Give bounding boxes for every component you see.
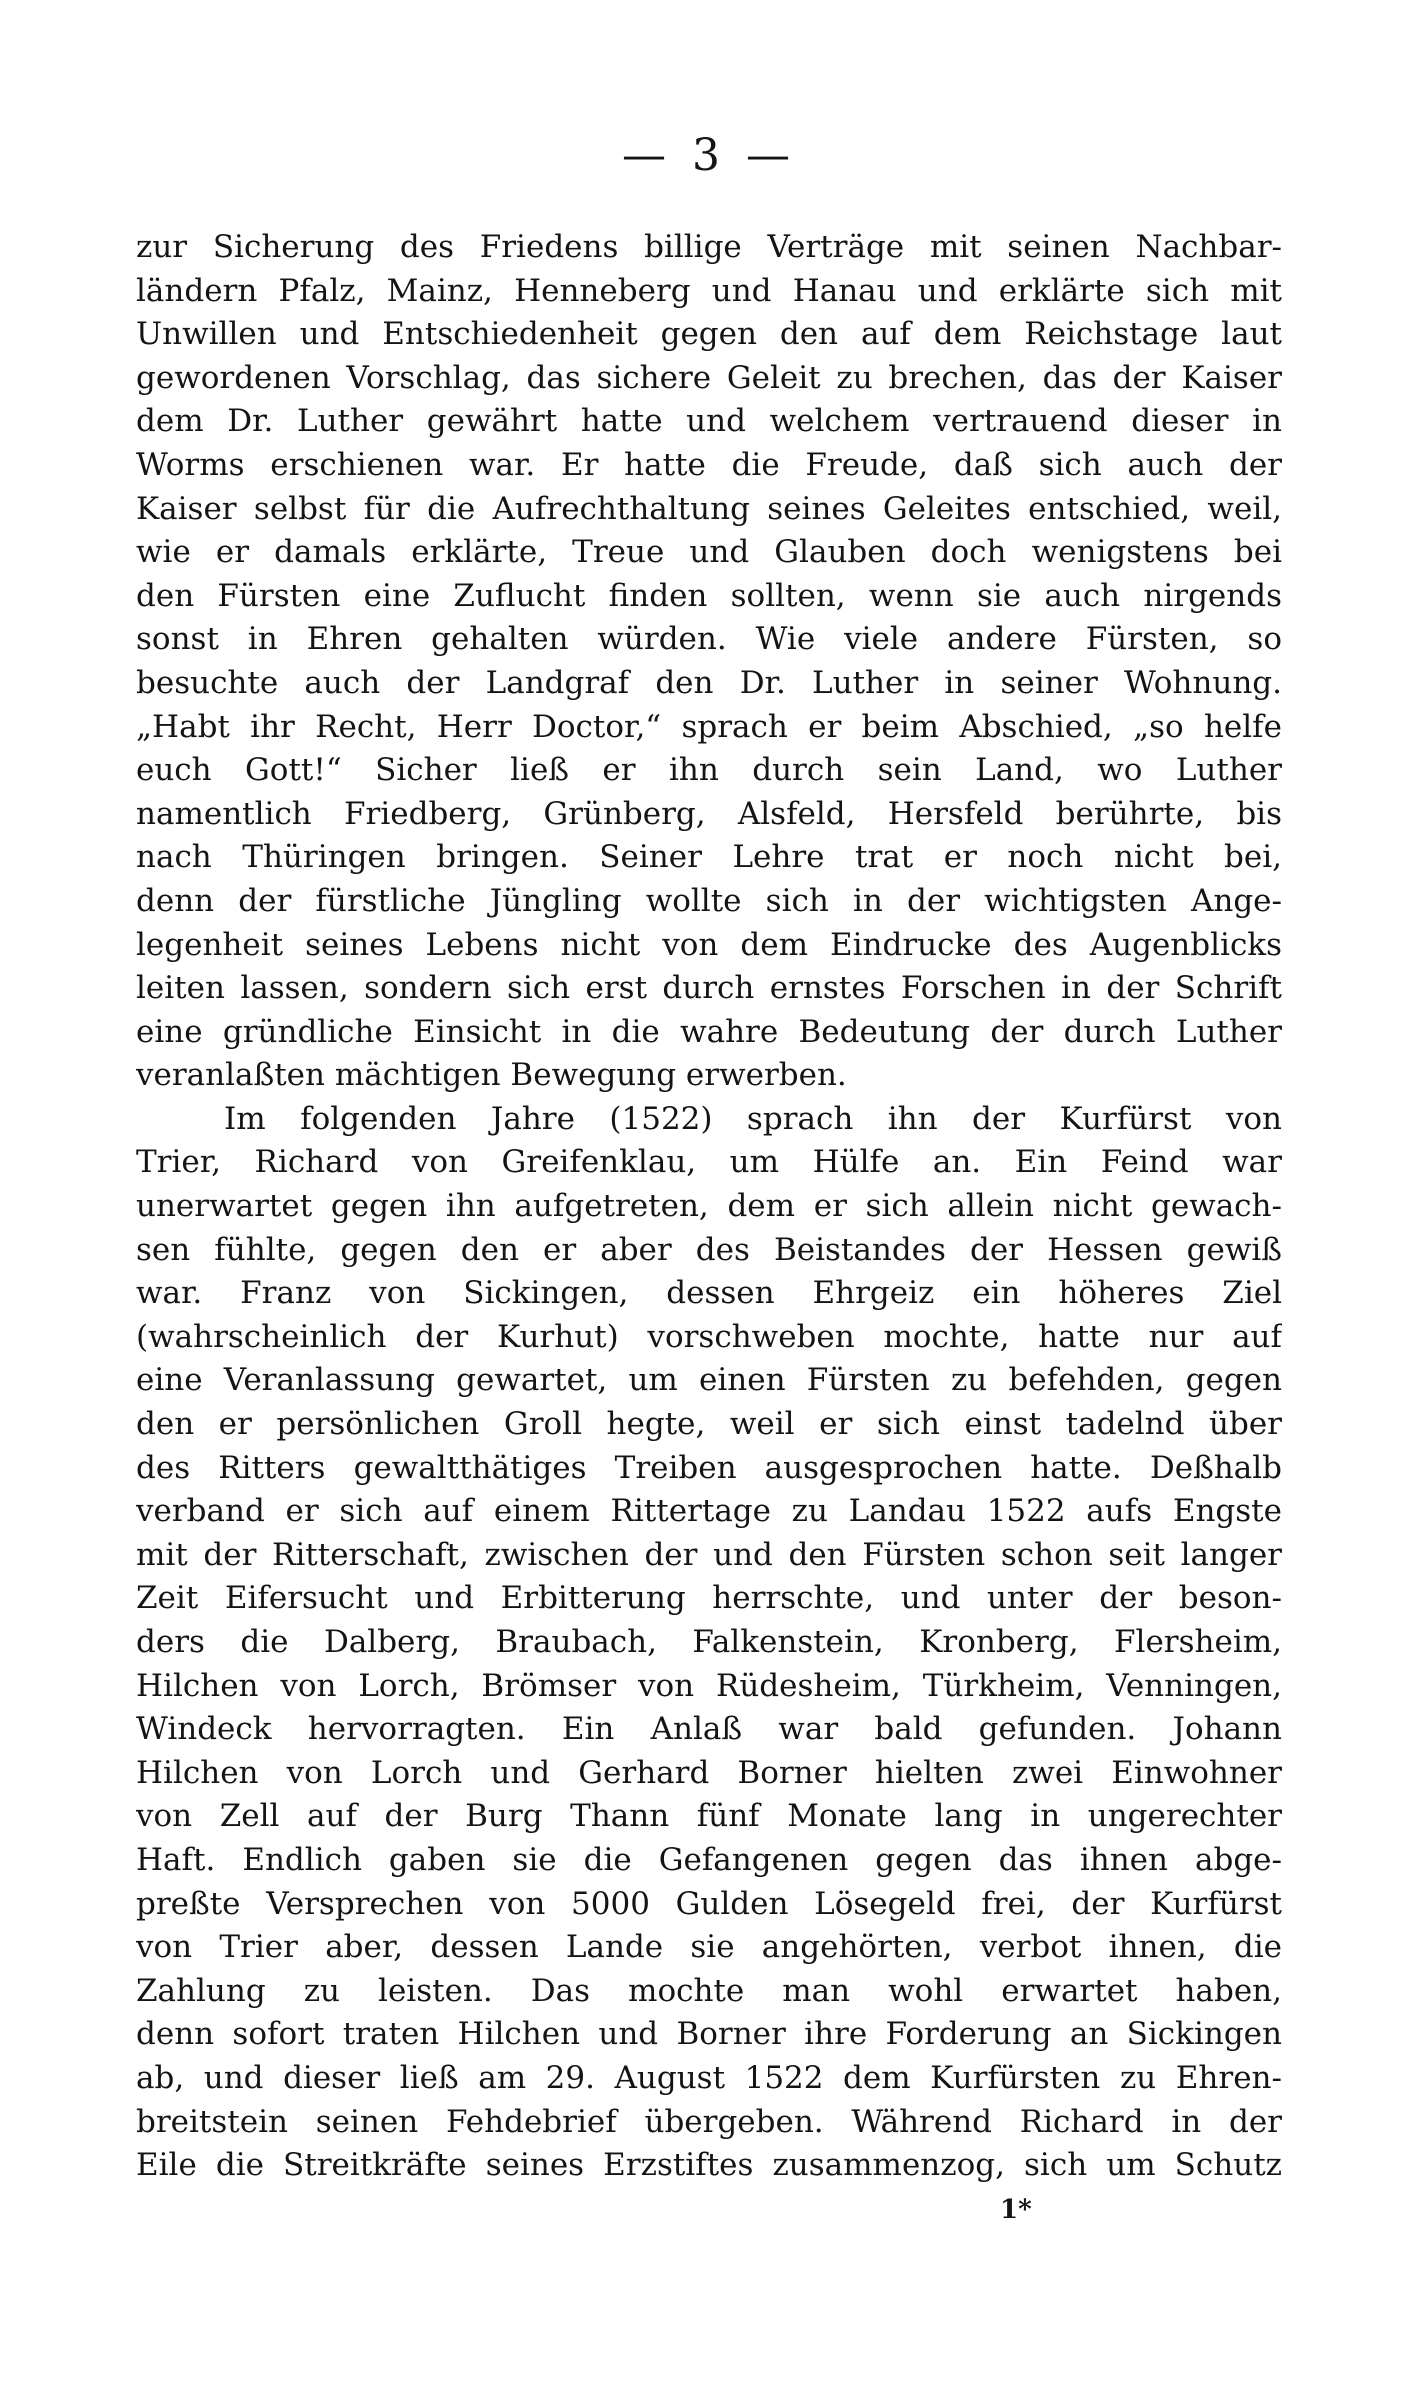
text-line: zur Sicherung des Friedens billige Verträge mit seinen Nachbar- bbox=[136, 229, 1282, 265]
paragraph-1 bbox=[136, 226, 1282, 1098]
text-line: Im folgenden Jahre (1522) sprach ihn der Kurfürst von bbox=[224, 1100, 1282, 1137]
text-line: ab, und dieser ließ am 29. August 1522 dem Kurfürsten zu Ehren- bbox=[136, 2059, 1282, 2096]
text-line: den er persönlichen Groll hegte, weil er sich einst tadelnd über bbox=[136, 1406, 1282, 1443]
text-line: war. Franz von Sickingen, dessen Ehrgeiz ein höheres Ziel bbox=[136, 1275, 1282, 1312]
paragraph-2 bbox=[136, 1098, 1282, 2188]
text-line: leiten lassen, sondern sich erst durch ernstes Forschen in der Schrift bbox=[136, 970, 1282, 1007]
text-line: Haft. Endlich gaben sie die Gefangenen gegen das ihnen abge- bbox=[136, 1841, 1282, 1878]
text-line: veranlaßten mächtigen Bewegung erwerben. bbox=[136, 1057, 847, 1094]
text-line: sonst in Ehren gehalten würden. Wie viele andere Fürsten, so bbox=[136, 621, 1282, 658]
text-line: Hilchen von Lorch und Gerhard Borner hielten zwei Einwohner bbox=[136, 1754, 1282, 1791]
text-line: Eile die Streitkräfte seines Erzstiftes zusammenzog, sich um Schutz bbox=[136, 2147, 1282, 2184]
text-line: Unwillen und Entschiedenheit gegen den auf dem Reichstage laut bbox=[136, 316, 1282, 353]
page-number: — 3 — bbox=[622, 130, 796, 181]
text-line: Hilchen von Lorch, Brömser von Rüdesheim, Türkheim, Venningen, bbox=[136, 1667, 1282, 1704]
text-line: Windeck hervorragten. Ein Anlaß war bald gefunden. Johann bbox=[136, 1711, 1282, 1748]
text-line: Trier, Richard von Greifenklau, um Hülfe an. Ein Feind war bbox=[136, 1144, 1282, 1181]
text-line: namentlich Friedberg, Grünberg, Alsfeld, Hersfeld berührte, bis bbox=[136, 795, 1282, 832]
text-line: preßte Versprechen von 5000 Gulden Lösegeld frei, der Kurfürst bbox=[136, 1885, 1282, 1922]
text-line: Kaiser selbst für die Aufrechthaltung seines Geleites entschied, weil, bbox=[136, 490, 1282, 527]
text-line: von Zell auf der Burg Thann fünf Monate lang in ungerechter bbox=[136, 1798, 1282, 1835]
text-line: Zahlung zu leisten. Das mochte man wohl erwartet haben, bbox=[136, 1972, 1282, 2009]
text-line: mit der Ritterschaft, zwischen der und den Fürsten schon seit langer bbox=[136, 1536, 1282, 1573]
text-line: ders die Dalberg, Braubach, Falkenstein, Kronberg, Flersheim, bbox=[136, 1624, 1282, 1660]
body-text bbox=[136, 226, 1282, 2188]
text-line: unerwartet gegen ihn aufgetreten, dem er sich allein nicht gewach- bbox=[136, 1188, 1282, 1225]
text-line: von Trier aber, dessen Lande sie angehörten, verbot ihnen, die bbox=[136, 1929, 1282, 1966]
text-line: (wahrscheinlich der Kurhut) vorschweben mochte, hatte nur auf bbox=[136, 1318, 1282, 1355]
text-line: gewordenen Vorschlag, das sichere Geleit zu brechen, das der Kaiser bbox=[136, 359, 1282, 396]
text-line: verband er sich auf einem Rittertage zu Landau 1522 aufs Engste bbox=[136, 1493, 1282, 1530]
text-line: denn der fürstliche Jüngling wollte sich in der wichtigsten Ange- bbox=[136, 882, 1282, 919]
text-line: eine gründliche Einsicht in die wahre Bedeutung der durch Luther bbox=[136, 1013, 1282, 1050]
text-line: wie er damals erklärte, Treue und Glauben doch wenigstens bei bbox=[136, 534, 1282, 571]
text-line: dem Dr. Luther gewährt hatte und welchem vertrauend dieser in bbox=[136, 403, 1282, 440]
text-line: „Habt ihr Recht, Herr Doctor,“ sprach er beim Abschied, „so helfe bbox=[136, 708, 1282, 745]
text-line: euch Gott!“ Sicher ließ er ihn durch sein Land, wo Luther bbox=[136, 752, 1282, 789]
text-line: Zeit Eifersucht und Erbitterung herrschte, und unter der beson- bbox=[136, 1580, 1282, 1617]
text-line: ländern Pfalz, Mainz, Henneberg und Hanau und erklärte sich mit bbox=[136, 272, 1282, 309]
text-line: des Ritters gewaltthätiges Treiben ausgesprochen hatte. Deßhalb bbox=[136, 1449, 1282, 1486]
signature-mark: 1* bbox=[1000, 2195, 1032, 2225]
text-line: breitstein seinen Fehdebrief übergeben. Während Richard in der bbox=[136, 2103, 1282, 2140]
text-line: Worms erschienen war. Er hatte die Freude, daß sich auch der bbox=[136, 446, 1282, 483]
text-line: denn sofort traten Hilchen und Borner ihre Forderung an Sickingen bbox=[136, 2016, 1282, 2053]
text-line: den Fürsten eine Zuflucht finden sollten, wenn sie auch nirgends bbox=[136, 577, 1282, 614]
text-line: legenheit seines Lebens nicht von dem Eindrucke des Augenblicks bbox=[136, 926, 1282, 963]
text-line: besuchte auch der Landgraf den Dr. Luther in seiner Wohnung. bbox=[136, 664, 1282, 701]
text-line: sen fühlte, gegen den er aber des Beistandes der Hessen gewiß bbox=[136, 1231, 1282, 1268]
text-line: eine Veranlassung gewartet, um einen Fürsten zu befehden, gegen bbox=[136, 1362, 1282, 1399]
text-line: nach Thüringen bringen. Seiner Lehre trat er noch nicht bei, bbox=[136, 839, 1282, 876]
